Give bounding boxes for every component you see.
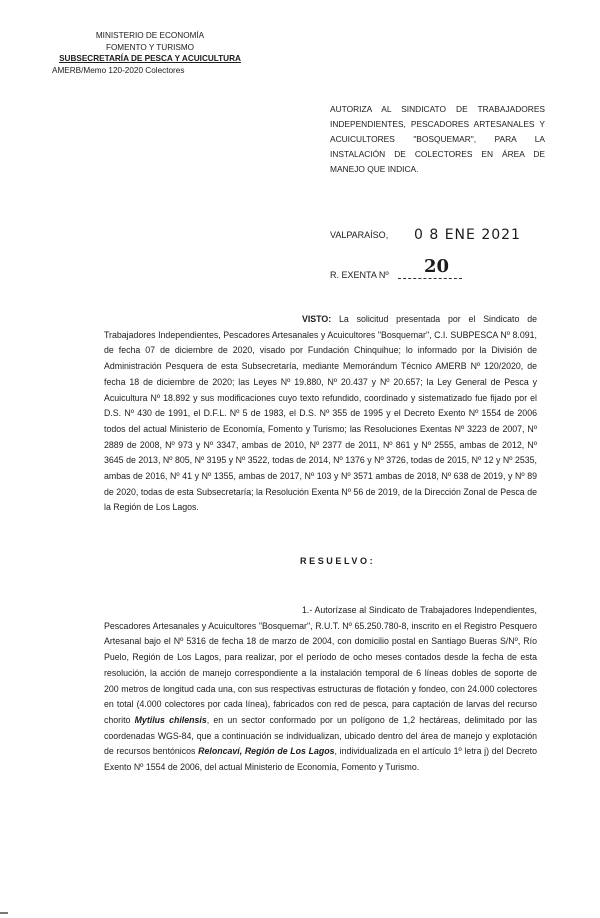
page-edge-mark <box>0 912 8 914</box>
area-name: Reloncaví, Región de Los Lagos <box>198 746 335 757</box>
place-date <box>330 227 521 243</box>
resolution-subject: AUTORIZA AL SINDICATO DE TRABAJADORES INDEPENDIENTES, PESCADORES ARTESANALES Y ACUICULTORES "BOSQUEMAR", PARA LA INSTALACIÓN DE COLECTORES EN ÁREA DE MANEJO QUE INDICA. <box>330 104 545 174</box>
exenta-label: R. EXENTA Nº <box>330 270 389 280</box>
number-underline <box>398 278 462 279</box>
article-1-mid: , en un sector conformado por un polígono de 1,2 hectáreas, delimitado por las coordenadas WGS-84, que a continuación se individualizan, ubicado dentro del área de manejo y explotación de recursos bentónicos <box>104 714 537 757</box>
species-name: Mytilus chilensis <box>134 714 207 725</box>
resolution-number <box>330 256 450 280</box>
article-1-paragraph <box>104 603 537 833</box>
visto-paragraph <box>104 312 537 534</box>
visto-text: La solicitud presentada por el Sindicato de Trabajadores Independientes, Pescadores Artesanales y Acuicultores "Bosquemar", C.I. SUBPESCA Nº 8.091, de fecha 07 de diciembre de 2020, visado por Fundación Chinquihue; lo informado por la División de Administración Pesquera de esta Subsecretaría, mediante Memorándum Técnico AMERB Nº 120/2020, de fecha 18 de diciembre de 2020; las Leyes Nº 19.880, Nº 20.437 y Nº 20.657; la Ley General de Pesca y Acuicultura Nº 18.892 y sus modificaciones cuyo texto refundido, coordinado y sistematizado fue fijado por el D.S. Nº 430 de 1991, el D.F.L. Nº 5 de 1983, el D.S. Nº 355 de 1995 y el Decreto Exento Nº 1554 de 2006 todos del actual Ministerio de Economía, Fomento y Turismo; las Resoluciones Exentas Nº 3223 de 2007, Nº 2889 de 2008, Nº 973 y Nº 3347, ambas de 2010, Nº 2377 de 2011, Nº 861 y Nº 2555, ambas de 2012, Nº 3645 de 2013, Nº 805, Nº 3195 y Nº 3522, todas de 2014, Nº 1376 y Nº 3726, todas de 2015, Nº 12 y Nº 2535, ambas de 2016, Nº 41 y Nº 1355, ambas de 2017, Nº 103 y Nº 3571 ambas de 2018, Nº 638 de 2019, y Nº 89 de 2020, todas de esta Subsecretaría; la Resolución Exenta Nº 56 de 2019, de la Dirección Zonal de Pesca de la Región de Los Lagos. <box>104 314 537 513</box>
ministry-header <box>40 30 260 76</box>
visto-label: VISTO: <box>302 314 332 324</box>
handwritten-number: 20 <box>424 256 450 277</box>
ministry-subname: FOMENTO Y TURISMO <box>105 42 195 52</box>
resuelvo-heading: RESUELVO: <box>300 556 376 566</box>
place-label: VALPARAÍSO, <box>330 230 389 240</box>
article-1-tail: , individualizada en el artículo 1º letra j) del Decreto Exento Nº 1554 de 2006, del actual Ministerio de Economía, Fomento y Turismo. <box>104 746 537 773</box>
date-stamp: 0 8 ENE 2021 <box>414 227 521 243</box>
memo-reference: AMERB/Memo 120-2020 Colectores <box>52 65 185 75</box>
subsecretaria-name: SUBSECRETARÍA DE PESCA Y ACUICULTURA <box>59 54 241 63</box>
ministry-name: MINISTERIO DE ECONOMÍA <box>95 31 205 40</box>
article-1-lead: 1.- Autorízase al Sindicato de Trabajadores Independientes, Pescadores Artesanales y Acuicultores "Bosquemar", R.U.T. Nº 65.250.780-8, inscrito en el Registro Pesquero Artesanal bajo el Nº 5316 de fecha 18 de marzo de 2004, con domicilio postal en Santiago Bueras S/Nº, Río Puelo, Región de Los Lagos, para realizar, por el período de ocho meses contados desde la fecha de esta resolución, la acción de manejo correspondiente a la instalación temporal de 6 líneas dobles de soporte de 200 metros de longitud cada una, con sus respectivas estructuras de flotación y fondeo, con 24.000 colectores en total (4.000 colectores por cada línea), fabricados con red de pesca, para captación de larvas del recurso chorito <box>104 605 537 725</box>
